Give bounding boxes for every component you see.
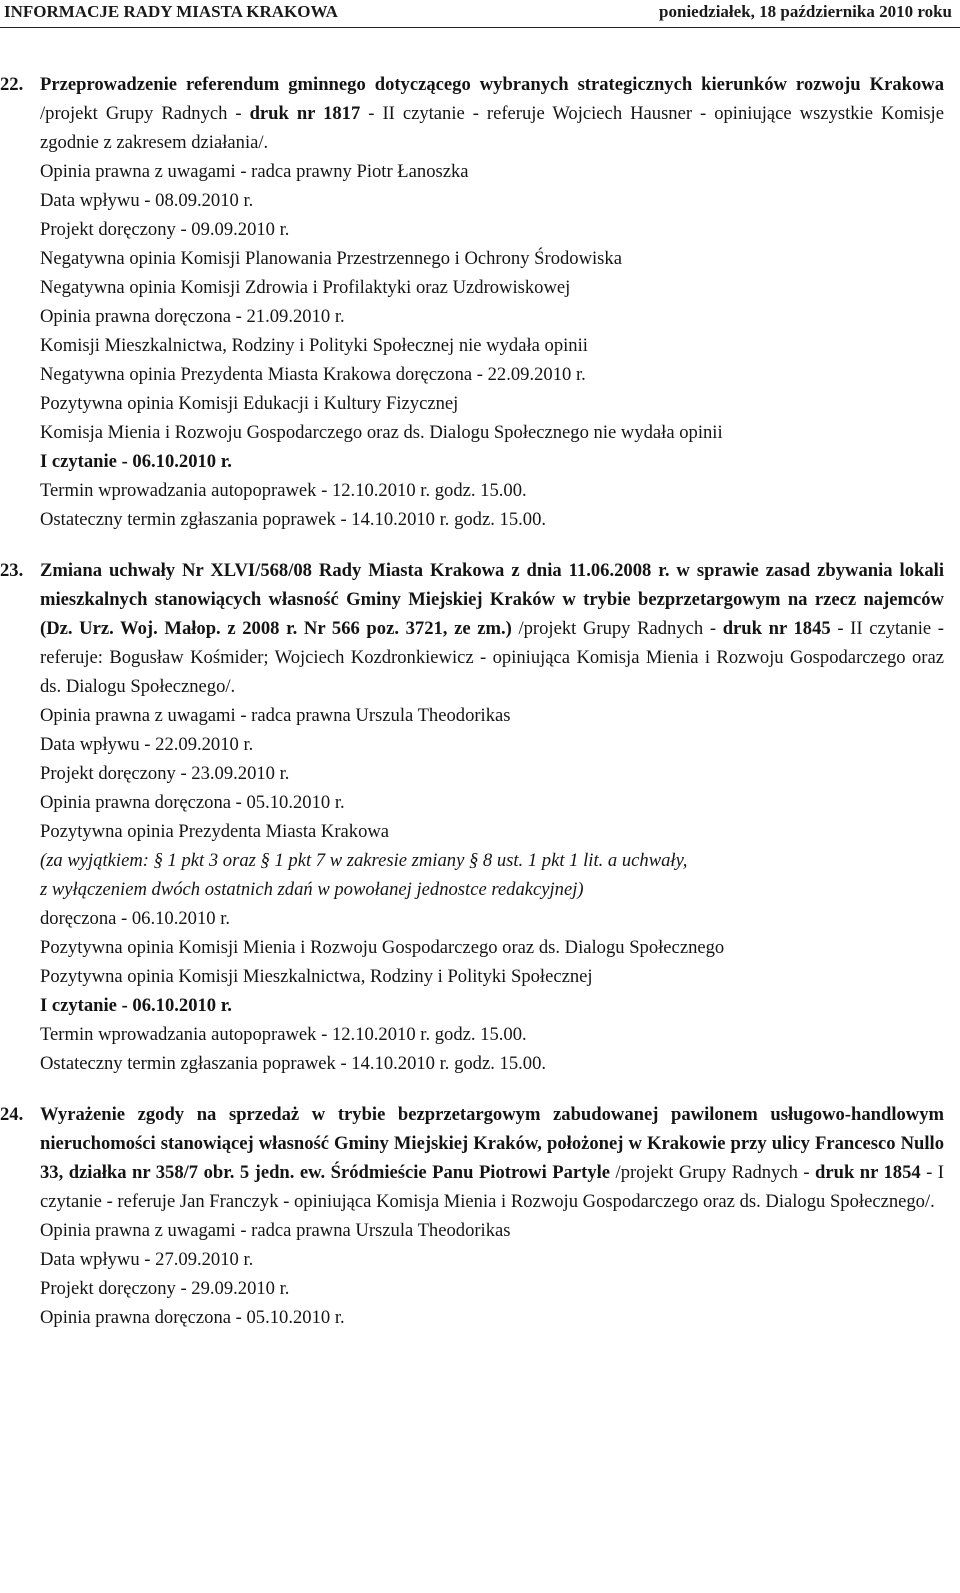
detail-line: Pozytywna opinia Komisji Mienia i Rozwoju Gospodarczego oraz ds. Dialogu Społecznego (40, 937, 725, 958)
item-tail: - I czytanie - referuje Jan Franczyk - opiniująca Komisja Mienia i Rozwoju Gospodarczego oraz ds. Dialogu Społecznego/. (40, 1162, 945, 1212)
detail-line: Opinia prawna z uwagami - radca prawna Urszula Theodorikas (40, 1220, 511, 1241)
item-description (40, 1100, 944, 1216)
detail-line: Komisja Mienia i Rozwoju Gospodarczego oraz ds. Dialogu Społecznego nie wydała opinii (40, 422, 723, 443)
agenda-item-22 (0, 70, 944, 534)
item-tail: - II czytanie - referuje Wojciech Hausner - opiniujące wszystkie Komisje zgodnie z zakresem działania/. (40, 103, 944, 153)
detail-line: Opinia prawna doręczona - 05.10.2010 r. (40, 792, 345, 813)
detail-line: Opinia prawna doręczona - 21.09.2010 r. (40, 306, 345, 327)
item-project: /projekt Grupy Radnych - (511, 618, 723, 639)
document-body (0, 70, 945, 1332)
item-druk: druk nr 1854 (815, 1162, 921, 1183)
first-reading: I czytanie - 06.10.2010 r. (40, 995, 232, 1016)
detail-line: Opinia prawna z uwagami - radca prawny Piotr Łanoszka (40, 161, 469, 182)
header-title: INFORMACJE RADY MIASTA KRAKOWA (4, 2, 338, 21)
detail-line: Negatywna opinia Komisji Planowania Przestrzennego i Ochrony Środowiska (40, 248, 622, 269)
header-divider (0, 27, 960, 28)
detail-line: Projekt doręczony - 09.09.2010 r. (40, 219, 290, 240)
amendment-deadline: Termin wprowadzania autopoprawek - 12.10.2010 r. godz. 15.00. (40, 480, 527, 501)
detail-line: Pozytywna opinia Komisji Mieszkalnictwa, Rodziny i Polityki Społecznej (40, 966, 593, 987)
item-tail: - II czytanie - referuje: Bogusław Kośmider; Wojciech Kozdronkiewicz - opiniująca Komisja Mienia i Rozwoju Gospodarczego oraz ds. Dialogu Społecznego/. (40, 618, 944, 697)
detail-line: Opinia prawna z uwagami - radca prawna Urszula Theodorikas (40, 705, 511, 726)
detail-line: Negatywna opinia Prezydenta Miasta Krakowa doręczona - 22.09.2010 r. (40, 364, 586, 385)
detail-line: Komisji Mieszkalnictwa, Rodziny i Polityki Społecznej nie wydała opinii (40, 335, 588, 356)
header-date: poniedziałek, 18 października 2010 roku (659, 2, 952, 21)
item-title: Wyrażenie zgody na sprzedaż w trybie bezprzetargowym zabudowanej pawilonem usługowo-handlowym nieruchomości stanowiącej własność Gminy Miejskiej Kraków, położonej w Krakowie przy ulicy Francesco Nullo 33, działka nr 358/7 obr. 5 jedn. ew. Śródmieście Panu Piotrowi Partyle (40, 1104, 944, 1183)
amendment-deadline: Termin wprowadzania autopoprawek - 12.10.2010 r. godz. 15.00. (40, 1024, 527, 1045)
agenda-item-24 (0, 1100, 945, 1332)
exception-note: z wyłączeniem dwóch ostatnich zdań w powołanej jednostce redakcyjnej) (40, 879, 584, 900)
detail-line: Projekt doręczony - 23.09.2010 r. (40, 763, 290, 784)
detail-line: Opinia prawna doręczona - 05.10.2010 r. (40, 1307, 345, 1328)
item-number: 22. (0, 74, 24, 95)
item-description (40, 70, 944, 157)
detail-line: Data wpływu - 08.09.2010 r. (40, 190, 254, 211)
detail-line: Projekt doręczony - 29.09.2010 r. (40, 1278, 290, 1299)
final-deadline: Ostateczny termin zgłaszania poprawek - 14.10.2010 r. godz. 15.00. (40, 509, 547, 530)
item-druk: druk nr 1817 (249, 103, 361, 124)
detail-line: Data wpływu - 27.09.2010 r. (40, 1249, 254, 1270)
detail-line: Data wpływu - 22.09.2010 r. (40, 734, 254, 755)
detail-line: Pozytywna opinia Prezydenta Miasta Krakowa (40, 821, 390, 842)
detail-line: Negatywna opinia Komisji Zdrowia i Profilaktyki oraz Uzdrowiskowej (40, 277, 571, 298)
final-deadline: Ostateczny termin zgłaszania poprawek - 14.10.2010 r. godz. 15.00. (40, 1053, 547, 1074)
item-title: Przeprowadzenie referendum gminnego dotyczącego wybranych strategicznych kierunków rozwoju Krakowa (40, 74, 944, 95)
first-reading: I czytanie - 06.10.2010 r. (40, 451, 232, 472)
item-description (40, 556, 944, 701)
item-project: /projekt Grupy Radnych - (610, 1162, 816, 1183)
detail-line: Pozytywna opinia Komisji Edukacji i Kultury Fizycznej (40, 393, 459, 414)
item-number: 24. (0, 1104, 24, 1125)
item-number: 23. (0, 560, 24, 581)
item-project: /projekt Grupy Radnych - (40, 103, 250, 124)
item-druk: druk nr 1845 (722, 618, 831, 639)
agenda-item-23 (0, 556, 944, 1078)
item-title: Zmiana uchwały Nr XLVI/568/08 Rady Miasta Krakowa z dnia 11.06.2008 r. w sprawie zasad zbywania lokali mieszkalnych stanowiących własność Gminy Miejskiej Kraków w trybie bezprzetargowym na rzecz najemców (Dz. Urz. Woj. Małop. z 2008 r. Nr 566 poz. 3721, ze zm.) (40, 560, 944, 639)
exception-note: (za wyjątkiem: § 1 pkt 3 oraz § 1 pkt 7 w zakresie zmiany § 8 ust. 1 pkt 1 lit. a uchwały, (40, 850, 688, 871)
detail-line: doręczona - 06.10.2010 r. (40, 908, 231, 929)
page-header (0, 0, 960, 34)
